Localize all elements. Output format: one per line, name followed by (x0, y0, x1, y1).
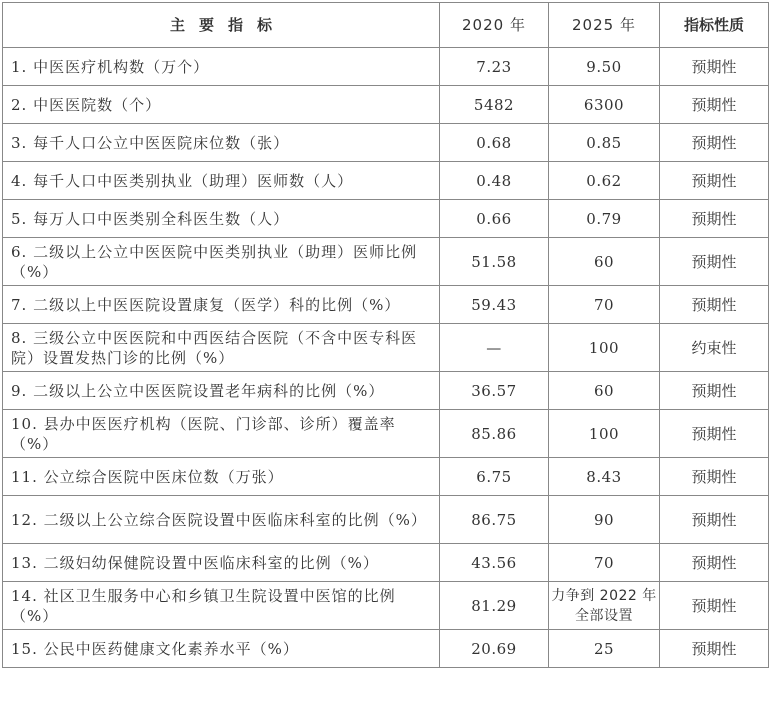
value-2020: 36.57 (440, 372, 549, 410)
value-2020: 81.29 (440, 582, 549, 630)
value-2020: 0.66 (440, 200, 549, 238)
indicator-nature: 预期性 (660, 238, 769, 286)
value-2020: 0.68 (440, 124, 549, 162)
value-2020: 59.43 (440, 286, 549, 324)
value-2025: 70 (549, 286, 660, 324)
indicator-nature: 预期性 (660, 496, 769, 544)
table-row (3, 86, 769, 124)
indicator-name: 7. 二级以上中医医院设置康复（医学）科的比例（%） (3, 286, 440, 324)
table-row (3, 458, 769, 496)
table-row (3, 372, 769, 410)
indicator-nature: 预期性 (660, 286, 769, 324)
value-2025: 25 (549, 630, 660, 668)
indicator-nature: 预期性 (660, 124, 769, 162)
value-2025: 100 (549, 410, 660, 458)
indicator-nature: 约束性 (660, 324, 769, 372)
value-2020: — (440, 324, 549, 372)
value-2020: 51.58 (440, 238, 549, 286)
indicator-nature: 预期性 (660, 86, 769, 124)
header-2025: 2025 年 (549, 3, 660, 48)
table-row (3, 162, 769, 200)
table-row (3, 124, 769, 162)
header-nature: 指标性质 (660, 3, 769, 48)
indicator-nature: 预期性 (660, 630, 769, 668)
value-2020: 85.86 (440, 410, 549, 458)
table-row (3, 410, 769, 458)
table-row (3, 630, 769, 668)
header-row (3, 3, 769, 48)
header-indicator: 主要指标 (3, 3, 440, 48)
indicator-name: 13. 二级妇幼保健院设置中医临床科室的比例（%） (3, 544, 440, 582)
indicator-name: 12. 二级以上公立综合医院设置中医临床科室的比例（%） (3, 496, 440, 544)
table-row (3, 200, 769, 238)
indicator-name: 15. 公民中医药健康文化素养水平（%） (3, 630, 440, 668)
value-2020: 7.23 (440, 48, 549, 86)
value-2020: 43.56 (440, 544, 549, 582)
value-2025: 0.79 (549, 200, 660, 238)
indicator-name: 14. 社区卫生服务中心和乡镇卫生院设置中医馆的比例（%） (3, 582, 440, 630)
value-2020: 86.75 (440, 496, 549, 544)
table-row (3, 544, 769, 582)
indicator-name: 4. 每千人口中医类别执业（助理）医师数（人） (3, 162, 440, 200)
value-2020: 0.48 (440, 162, 549, 200)
indicator-nature: 预期性 (660, 582, 769, 630)
value-2025: 0.85 (549, 124, 660, 162)
indicator-name: 5. 每万人口中医类别全科医生数（人） (3, 200, 440, 238)
value-2025: 0.62 (549, 162, 660, 200)
value-2025: 60 (549, 238, 660, 286)
table-row (3, 496, 769, 544)
indicator-nature: 预期性 (660, 200, 769, 238)
indicator-nature: 预期性 (660, 544, 769, 582)
indicator-name: 11. 公立综合医院中医床位数（万张） (3, 458, 440, 496)
table-row (3, 324, 769, 372)
value-2025: 8.43 (549, 458, 660, 496)
value-2025: 9.50 (549, 48, 660, 86)
table-row (3, 582, 769, 630)
indicator-name: 6. 二级以上公立中医医院中医类别执业（助理）医师比例（%） (3, 238, 440, 286)
indicator-name: 8. 三级公立中医医院和中西医结合医院（不含中医专科医院）设置发热门诊的比例（%） (3, 324, 440, 372)
indicator-name: 1. 中医医疗机构数（万个） (3, 48, 440, 86)
indicator-name: 2. 中医医院数（个） (3, 86, 440, 124)
indicator-nature: 预期性 (660, 458, 769, 496)
value-2025: 100 (549, 324, 660, 372)
value-2025: 90 (549, 496, 660, 544)
indicator-name: 10. 县办中医医疗机构（医院、门诊部、诊所）覆盖率（%） (3, 410, 440, 458)
indicators-table (2, 2, 769, 668)
value-2020: 20.69 (440, 630, 549, 668)
value-2020: 6.75 (440, 458, 549, 496)
indicator-name: 9. 二级以上公立中医医院设置老年病科的比例（%） (3, 372, 440, 410)
value-2025: 60 (549, 372, 660, 410)
indicator-nature: 预期性 (660, 48, 769, 86)
value-2025: 70 (549, 544, 660, 582)
value-2025: 6300 (549, 86, 660, 124)
indicator-nature: 预期性 (660, 162, 769, 200)
table-row (3, 286, 769, 324)
table-row (3, 238, 769, 286)
table-row (3, 48, 769, 86)
header-2020: 2020 年 (440, 3, 549, 48)
value-2020: 5482 (440, 86, 549, 124)
value-2025: 力争到 2022 年全部设置 (549, 582, 660, 630)
indicator-nature: 预期性 (660, 410, 769, 458)
indicator-nature: 预期性 (660, 372, 769, 410)
indicator-name: 3. 每千人口公立中医医院床位数（张） (3, 124, 440, 162)
